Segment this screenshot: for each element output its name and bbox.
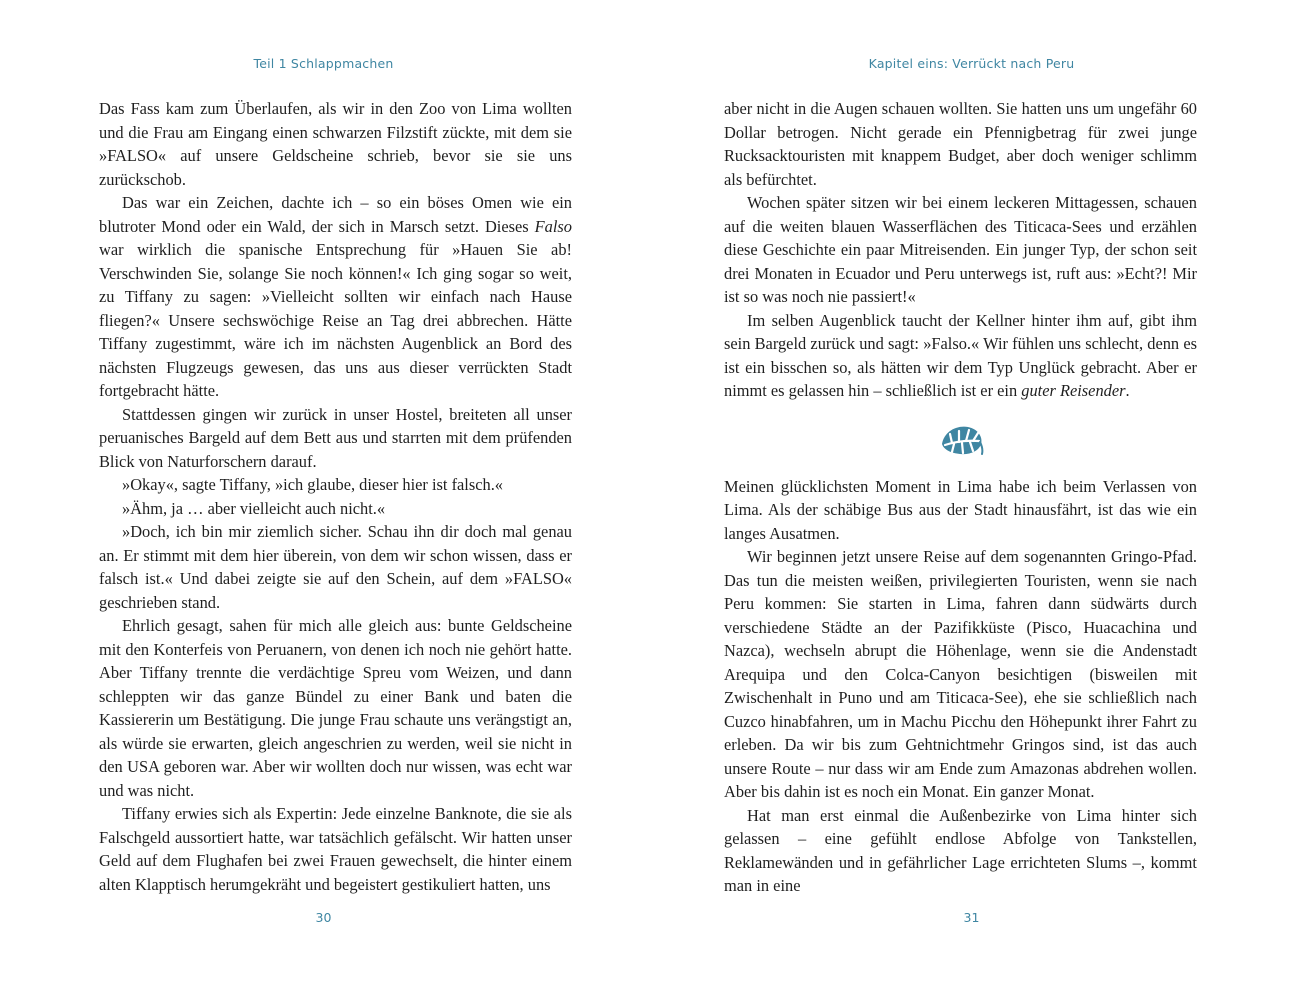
running-head-right: Kapitel eins: Verrückt nach Peru	[868, 56, 1075, 71]
paragraph: Tiffany erwies sich als Expertin: Jede einzelne Banknote, die sie als Falschgeld aussortiert hatte, war tatsächlich gefälscht. Wir hatten unser Geld auf dem Flughafen bei zwei Frauen gewechselt, die hinter einem alten Klapptisch herumgekräht und begeistert gestikuliert hatten, uns	[99, 804, 572, 894]
running-head-left: Teil 1 Schlappmachen	[253, 56, 394, 71]
paragraph: Ehrlich gesagt, sahen für mich alle gleich aus: bunte Geldscheine mit den Konterfeis von Peruanern, von denen ich noch nie gehört hatte. Aber Tiffany trennte die verdächtige Spreu vom Weizen, und dann schleppten wir das ganze Bündel zu einer Bank und baten die Kassiererin um Bestätigung. Die junge Frau schaute uns verängstigt an, als würde sie erwarten, gleich angeschrien zu werden, weil sie nicht in den USA geboren war. Aber wir wollten doch nur wissen, was echt war und was nicht.	[99, 616, 572, 800]
paragraph: »Doch, ich bin mir ziemlich sicher. Schau ihn dir doch mal genau an. Er stimmt mit dem hier überein, von dem wir schon wissen, dass er falsch ist.« Und dabei zeigte sie auf den Schein, auf dem »FALSO« geschrieben stand.	[99, 522, 572, 612]
paragraph-text: .	[1125, 381, 1130, 400]
paragraph: Wir beginnen jetzt unsere Reise auf dem sogenannten Gringo-Pfad. Das tun die meisten weißen, privilegierten Touristen, wenn sie nach Peru kommen: Sie starten in Lima, fahren dann südwärts durch verschiedene Städte an der Pazifikküste (Pisco, Huacachina und Nazca), wechseln abrupt die Höhenlage, wenn sie die Andenstadt Arequipa und den Colca-Canyon besichtigen (bisweilen mit Zwischenhalt in Puno und am Titicaca-See), ehe sie schließlich nach Cuzco hinabfahren, um in Machu Picchu den Höhepunkt ihrer Fahrt zu erleben. Da wir bis zum Gehtnichtmehr Gringos sind, ist das auch unsere Route – nur dass wir am Ende zum Amazonas abdrehen wollen. Aber bis dahin ist es noch ein Monat. Ein ganzer Monat.	[724, 547, 1197, 801]
monstera-leaf-icon	[938, 422, 984, 458]
paragraph: Das Fass kam zum Überlaufen, als wir in den Zoo von Lima wollten und die Frau am Eingang einen schwarzen Filzstift zückte, mit dem sie »FALSO« auf unsere Geldscheine schrieb, bevor sie sie uns zurückschob.	[99, 99, 572, 189]
left-page-body	[99, 97, 572, 896]
paragraph: Wochen später sitzen wir bei einem leckeren Mittagessen, schauen auf die weiten blauen Wasserflächen des Titicaca-Sees und erzählen diese Geschichte ein paar Mitreisenden. Ein junger Typ, der schon seit drei Monaten in Ecuador und Peru unterwegs ist, ruft aus: »Echt?! Mir ist so was noch nie passiert!«	[724, 193, 1197, 306]
paragraph: Hat man erst einmal die Außenbezirke von Lima hinter sich gelassen – eine gefühlt endlose Abfolge von Tankstellen, Reklamewänden und in gefährlicher Lage errichteten Slums –, kommt man in eine	[724, 805, 1197, 895]
paragraph: aber nicht in die Augen schauen wollten. Sie hatten uns um ungefähr 60 Dollar betrogen. Nicht gerade ein Pfennigbetrag für zwei junge Rucksacktouristen mit knappem Budget, aber doch weniger schlimm als befürchtet.	[724, 99, 1197, 189]
emphasis-text: guter Reisender	[1021, 381, 1126, 400]
right-page	[648, 0, 1295, 1000]
left-page	[0, 0, 647, 1000]
page-number-right: 31	[963, 910, 980, 925]
paragraph: Meinen glücklichsten Moment in Lima habe ich beim Verlassen von Lima. Als der schäbige Bus aus der Stadt hinausfährt, ist das wie ein langes Ausatmen.	[724, 476, 1197, 543]
right-page-body	[724, 97, 1197, 898]
paragraph-text: Das war ein Zeichen, dachte ich – so ein böses Omen wie ein blutroter Mond oder ein Wald, der sich in Marsch setzt. Dieses	[99, 193, 572, 236]
paragraph: »Okay«, sagte Tiffany, »ich glaube, dieser hier ist falsch.«	[122, 475, 504, 494]
section-break-ornament	[724, 403, 1197, 475]
paragraph: »Ähm, ja … aber vielleicht auch nicht.«	[122, 498, 386, 518]
paragraph-text: war wirklich die spanische Entsprechung für »Hauen Sie ab! Verschwinden Sie, solange Sie noch können!« Ich ging sogar so weit, zu Tiffany zu sagen: »Vielleicht sollten wir einfach nach Hause fliegen?« Unsere sechswöchige Reise an Tag drei abbrechen. Hätte Tiffany zugestimmt, wäre ich im nächsten Augenblick an Bord des nächsten Flugzeugs gewesen, das uns aus dieser verrückten Stadt fortgebracht hätte.	[99, 240, 572, 400]
page-number-left: 30	[315, 910, 332, 925]
paragraph	[99, 191, 572, 403]
paragraph	[724, 309, 1197, 403]
paragraph-text: Im selben Augenblick taucht der Kellner hinter ihm auf, gibt ihm sein Bargeld zurück und sagt: »Falso.« Wir fühlen uns schlecht, denn es ist ein bisschen so, als hätten wir dem Typ Unglück gebracht. Aber er nimmt es gelassen hin – schließlich ist er ein	[724, 310, 1197, 400]
paragraph: Stattdessen gingen wir zurück in unser Hostel, breiteten all unser peruanisches Bargeld auf dem Bett aus und starrten mit dem prüfenden Blick von Naturforschern darauf.	[99, 404, 572, 471]
emphasis-text: Falso	[534, 216, 572, 236]
